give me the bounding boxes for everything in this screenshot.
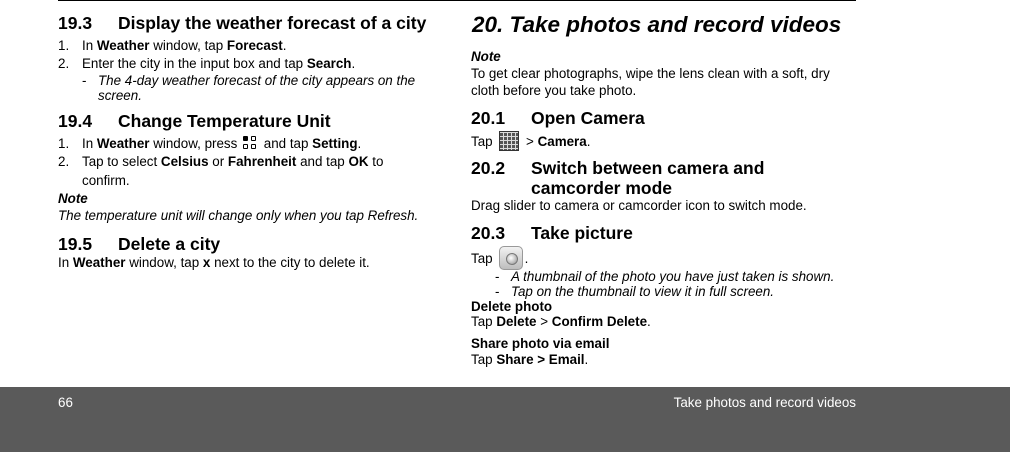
paragraph: Tap Delete > Confirm Delete. bbox=[471, 314, 651, 329]
heading-number: 19.4 bbox=[58, 111, 93, 131]
heading-number: 20.2 bbox=[471, 158, 506, 178]
list-item-continued: confirm. bbox=[82, 173, 130, 188]
chapter-title: 20. Take photos and record videos bbox=[472, 12, 842, 37]
note-text-line1: To get clear photographs, wipe the lens clean with a soft, dry bbox=[471, 66, 830, 81]
heading-title: Display the weather forecast of a city bbox=[118, 13, 427, 33]
menu-icon bbox=[243, 136, 258, 151]
page-footer bbox=[0, 387, 1010, 452]
heading-number: 19.5 bbox=[58, 234, 93, 254]
note-label: Note bbox=[471, 49, 501, 64]
heading-number: 20.3 bbox=[471, 223, 506, 243]
camera-shutter-icon bbox=[499, 246, 523, 270]
paragraph: Tap Share > Email. bbox=[471, 352, 589, 367]
heading-title-line2: camcorder mode bbox=[531, 178, 673, 198]
note-text: The temperature unit will change only when you tap Refresh. bbox=[58, 208, 419, 223]
paragraph: In Weather window, tap x next to the city to delete it. bbox=[58, 255, 370, 270]
note-label: Note bbox=[58, 191, 88, 206]
subheading-share-photo: Share photo via email bbox=[471, 336, 610, 351]
heading-title-line1: Switch between camera and bbox=[531, 158, 765, 178]
heading-number: 19.3 bbox=[58, 13, 93, 33]
heading-title: Delete a city bbox=[118, 234, 221, 254]
paragraph: Tap . bbox=[471, 246, 528, 270]
note-text-line2: cloth before you take photo. bbox=[471, 83, 637, 98]
subheading-delete-photo: Delete photo bbox=[471, 299, 553, 314]
top-rule bbox=[58, 0, 856, 1]
app-grid-icon bbox=[499, 131, 519, 151]
page-number: 66 bbox=[58, 395, 73, 410]
heading-title: Change Temperature Unit bbox=[118, 111, 331, 131]
heading-number: 20.1 bbox=[471, 108, 506, 128]
paragraph: Tap > Camera. bbox=[471, 131, 590, 151]
heading-title: Take picture bbox=[531, 223, 633, 243]
heading-title: Open Camera bbox=[531, 108, 645, 128]
paragraph: Drag slider to camera or camcorder icon to switch mode. bbox=[471, 198, 807, 213]
footer-section-title: Take photos and record videos bbox=[673, 395, 856, 410]
